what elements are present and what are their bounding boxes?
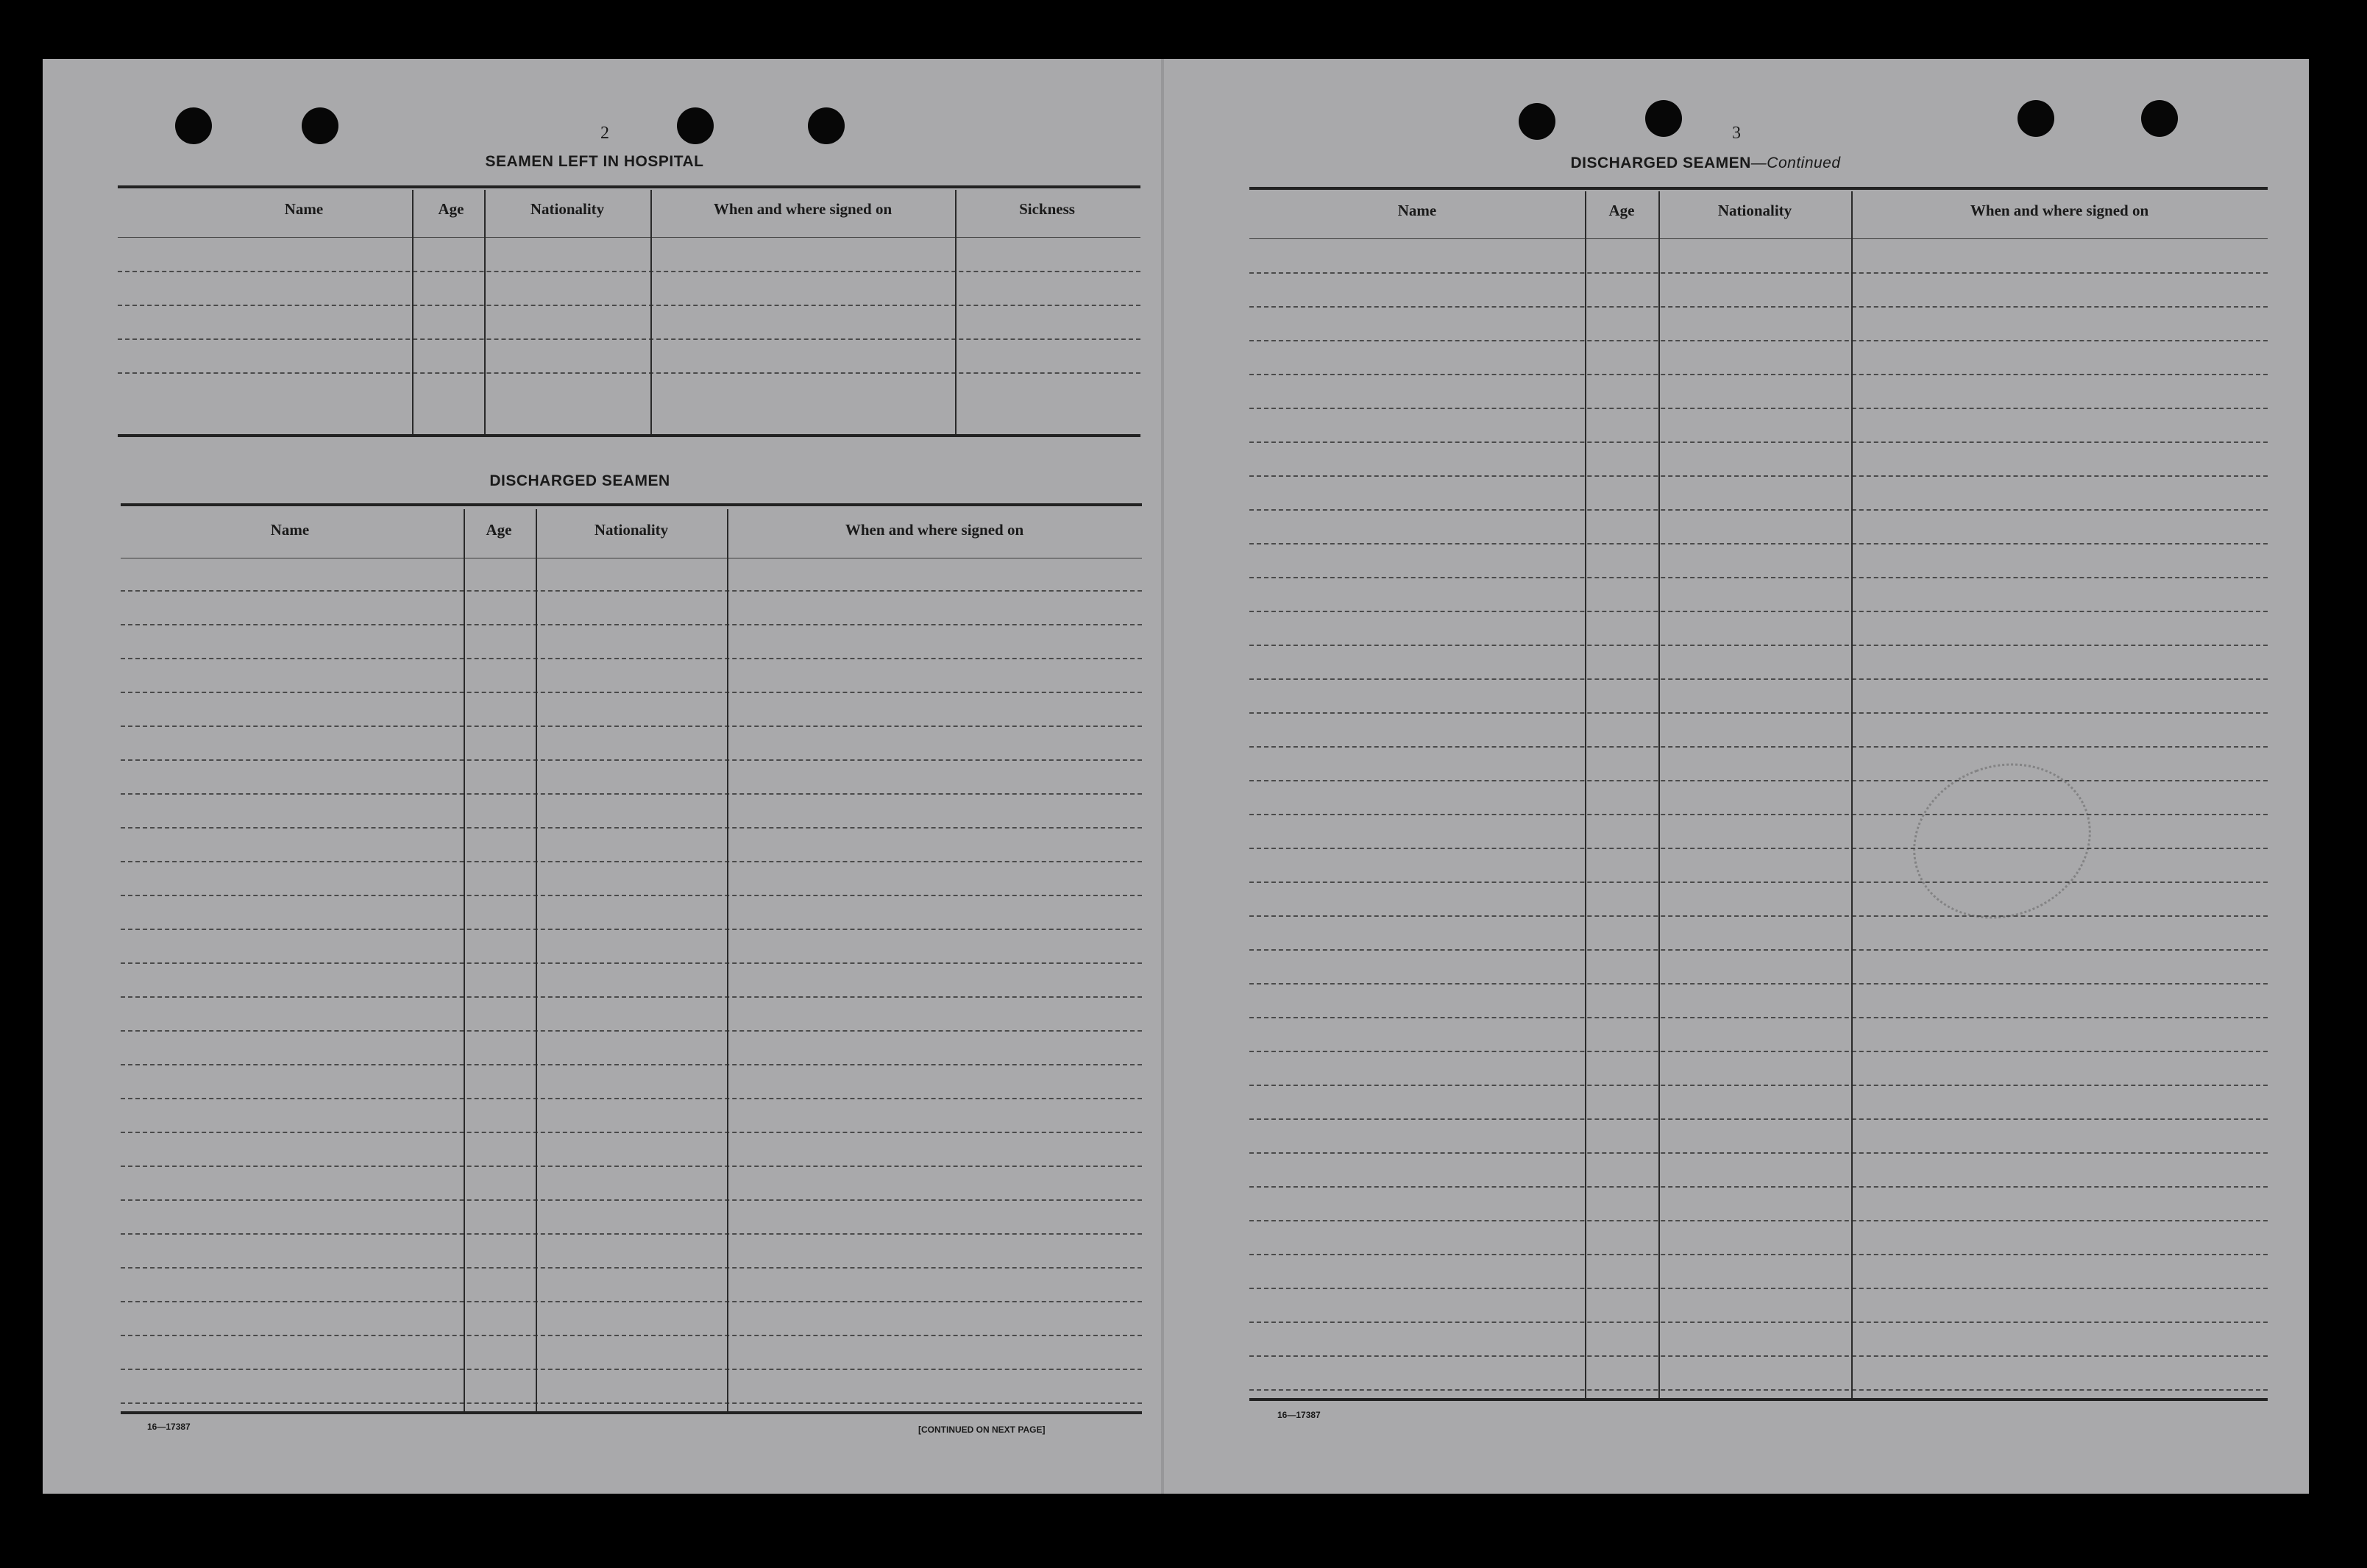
table-bottom-rule <box>118 434 1140 437</box>
column-divider <box>650 190 652 434</box>
table-row-line <box>1249 1355 2268 1357</box>
table-row-line <box>121 1030 1142 1032</box>
column-divider <box>1658 191 1660 1398</box>
table-row-line <box>1249 881 2268 883</box>
table-row-line <box>121 692 1142 693</box>
table-row-line <box>1249 1220 2268 1221</box>
form-number: 16—17387 <box>1277 1410 1321 1420</box>
column-header-signed-on: When and where signed on <box>1970 202 2149 219</box>
table-row-line <box>1249 306 2268 308</box>
table-row-line <box>1249 1186 2268 1188</box>
page-number: 2 <box>600 124 609 143</box>
table-row-line <box>121 1064 1142 1065</box>
table-row-line <box>1249 1322 2268 1323</box>
column-header-nationality: Nationality <box>1717 202 1792 219</box>
page-fold <box>1161 59 1164 1494</box>
table-row-line <box>1249 1118 2268 1120</box>
table-row-line <box>121 1402 1142 1404</box>
punch-hole <box>2141 100 2178 137</box>
table-row-line <box>1249 1288 2268 1289</box>
table-row-line <box>1249 577 2268 578</box>
table-top-rule <box>118 185 1140 188</box>
header-rule <box>118 237 1140 238</box>
table-row-line <box>1249 983 2268 985</box>
column-divider <box>412 190 414 434</box>
table-row-line <box>121 1132 1142 1133</box>
punch-hole <box>1519 103 1555 140</box>
table-row-line <box>121 895 1142 896</box>
column-header-name: Name <box>1397 202 1437 219</box>
table-row-line <box>121 658 1142 659</box>
column-header-name: Name <box>284 200 324 218</box>
table-row-line <box>121 759 1142 761</box>
table-top-rule <box>121 503 1142 506</box>
table-row-line <box>1249 949 2268 951</box>
table-bottom-rule <box>121 1411 1142 1414</box>
table-row-line <box>121 1233 1142 1235</box>
faint-stamp <box>1891 739 2113 943</box>
table-row-line <box>121 1369 1142 1370</box>
table-row-line <box>121 1301 1142 1302</box>
section-title-hospital: SEAMEN LEFT IN HOSPITAL <box>485 153 704 170</box>
table-row-line <box>1249 611 2268 612</box>
table-row-line <box>1249 1389 2268 1391</box>
punch-hole <box>677 107 714 144</box>
table-row-line <box>121 1335 1142 1336</box>
continued-note: [CONTINUED ON NEXT PAGE] <box>918 1425 1046 1435</box>
header-rule <box>1249 238 2268 239</box>
section-title-text: DISCHARGED SEAMEN <box>1570 155 1751 171</box>
table-row-line <box>121 996 1142 998</box>
column-divider <box>1585 191 1586 1398</box>
table-row-line <box>118 338 1140 340</box>
punch-hole <box>2018 100 2054 137</box>
table-row-line <box>121 1098 1142 1099</box>
table-row-line <box>1249 408 2268 409</box>
column-header-signed-on: When and where signed on <box>713 200 892 218</box>
table-row-line <box>121 861 1142 862</box>
table-row-line <box>121 793 1142 795</box>
document-sheet <box>43 59 2309 1494</box>
table-row-line <box>121 1267 1142 1269</box>
table-row-line <box>1249 814 2268 815</box>
table-row-line <box>121 726 1142 727</box>
table-row-line <box>1249 272 2268 274</box>
punch-hole <box>1645 100 1682 137</box>
table-row-line <box>118 305 1140 306</box>
table-row-line <box>1249 1152 2268 1154</box>
table-row-line <box>118 271 1140 272</box>
punch-hole <box>175 107 212 144</box>
column-header-name: Name <box>270 521 310 539</box>
table-row-line <box>121 962 1142 964</box>
table-row-line <box>1249 780 2268 781</box>
section-title-suffix: —Continued <box>1750 155 1841 171</box>
table-row-line <box>1249 746 2268 748</box>
column-header-age: Age <box>1608 202 1635 219</box>
table-row-line <box>1249 1017 2268 1018</box>
page-number: 3 <box>1732 124 1741 143</box>
table-row-line <box>121 1166 1142 1167</box>
table-row-line <box>1249 1254 2268 1255</box>
column-divider <box>1851 191 1853 1398</box>
table-row-line <box>1249 475 2268 477</box>
column-header-nationality: Nationality <box>594 521 669 539</box>
table-row-line <box>121 929 1142 930</box>
table-bottom-rule <box>1249 1398 2268 1401</box>
column-divider <box>727 509 728 1411</box>
section-title-discharged-continued <box>1485 155 1926 172</box>
table-row-line <box>121 624 1142 625</box>
punch-hole <box>302 107 338 144</box>
table-row-line <box>1249 1085 2268 1086</box>
form-number: 16—17387 <box>147 1422 191 1432</box>
table-row-line <box>1249 678 2268 680</box>
column-divider <box>484 190 486 434</box>
table-top-rule <box>1249 187 2268 190</box>
table-row-line <box>121 827 1142 829</box>
table-row-line <box>1249 848 2268 849</box>
column-divider <box>955 190 957 434</box>
table-row-line <box>118 372 1140 374</box>
table-row-line <box>1249 645 2268 646</box>
table-row-line <box>121 590 1142 592</box>
column-divider <box>536 509 537 1411</box>
column-header-age: Age <box>438 200 464 218</box>
column-header-signed-on: When and where signed on <box>845 521 1024 539</box>
table-row-line <box>1249 712 2268 714</box>
punch-hole <box>808 107 845 144</box>
table-row-line <box>121 1199 1142 1201</box>
column-header-nationality: Nationality <box>530 200 605 218</box>
table-row-line <box>1249 340 2268 341</box>
table-row-line <box>1249 509 2268 511</box>
table-row-line <box>1249 1051 2268 1052</box>
column-divider <box>464 509 465 1411</box>
table-row-line <box>1249 441 2268 443</box>
column-header-age: Age <box>486 521 512 539</box>
column-header-sickness: Sickness <box>1019 200 1075 218</box>
table-row-line <box>1249 543 2268 544</box>
table-row-line <box>1249 915 2268 917</box>
table-row-line <box>1249 374 2268 375</box>
section-title-discharged: DISCHARGED SEAMEN <box>489 472 670 489</box>
